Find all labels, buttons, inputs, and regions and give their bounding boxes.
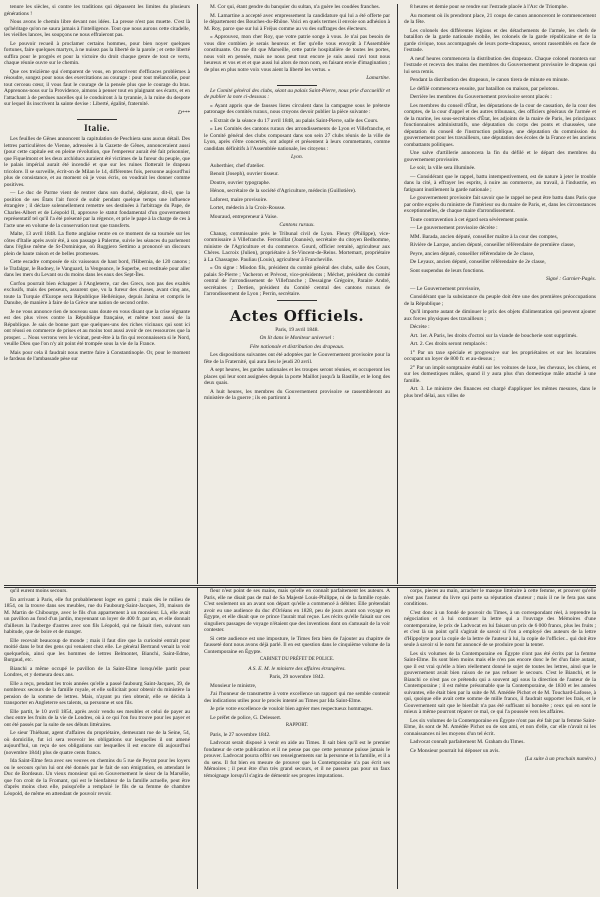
paragraph: Monsieur le ministre, xyxy=(210,682,257,689)
paragraph: Derrière les membres du Gouvernement provisoire seront placés : xyxy=(410,94,552,100)
paragraph: Les six volumes de la Contemporaine en Égypte n'ont pas été écrits par la femme Saint-Elme. Ils sont bien moins mais elle n'en pas encore donc le fer d'un faire autant, que il est vrai qu'elle a bien réellement donné le sujet de toutes les lettres, ainsi que le gouvernement avait bien raison de ne pas refuser le secours. C'est le Bianchi, et le Bianchi ce n'est pas ce prétendu qui a souvent agi sous la direction de l'auteur de la Contemporaine ; il est même présumable que la Contemporaine, de 1830 et les années suivantes, elle était bien par la suite de M. Amédée Pichot et de M. Touchard-Lafosse, à qui, quoique elle avait cette somme de mille francs, il faudrait supporter les frais, et le Gouvernement sait que le bienfait n'a pas été suffisant ni honnête ; ceux qui en sont le mieux à même pourront réparer ce mal, ce qui l'a poussée vers les affaires. xyxy=(404,650,596,715)
paragraph: Le préfet de police, G. Delessert. xyxy=(210,714,282,721)
paragraph: Décrète : xyxy=(410,324,430,330)
paragraph: Elle a reçu, pendant les trois années qu'elle a passé faubourg Saint-Jacques, 39, de nombreux secours de la famille royale, et elle sollicitait pour obtenir du ministère la pension de la somme de lettres. Mais, n'ayant pu rien obtenir, elle se décida à transporter en Angleterre ses talents, sa personne et son fils. xyxy=(4,680,190,706)
cantons-candidates: Chanay, commissaire près le Tribunal civil de Lyon. Fleury (Philippe), vice-commissaire à Villefranche. Ferrouillat (Joannès), secrétaire du citoyen Bedhomme, ministre de l'Agriculture et du commerce. Gourd, officier retraité, agriculteur aux Chères. Lacroix (Julien), propriétaire à St-Vincent-de-Reins. Mortemart, propriétaire à La Chassagne. Pauliau (Louis), agriculteur à Francheville. xyxy=(204,230,390,263)
paragraph: — Le Gouvernement provisoire, xyxy=(410,285,481,292)
paragraph: Le gouvernement provisoire fait savoir que le rappel ne peut être battu dans Paris que par ordre exprès du ministre de l'intérieur ou du maire de Paris, et, dans les circonstances exceptionnelles, de chaque maire d'arrondissement. xyxy=(404,195,596,214)
column-rule xyxy=(197,4,198,584)
actes-article xyxy=(204,352,390,402)
feuilleton-text-1 xyxy=(4,588,190,797)
paragraph: Rivière de Larque, ancien député, conseiller référendaire de première classe, xyxy=(410,242,575,248)
lyon-label: Lyon. xyxy=(291,154,303,160)
paragraph: Sont suspendus de leurs fonctions. xyxy=(410,267,485,274)
paragraph: Pendant la distribution des drapeaux, le canon tirera de minute en minute. xyxy=(410,77,569,83)
column-1 xyxy=(4,4,190,584)
feuilleton-rule xyxy=(4,585,596,586)
paragraph: Art. 1er. A Paris, les droits d'octroi sur la viande de boucherie sont supprimés. xyxy=(410,332,578,339)
cabinet-date: Paris, 29 novembre 1842. xyxy=(269,674,325,680)
paragraph: Les six volumes de la Contemporaine en Égypte n'ont pas été fait par la femme Saint-Elme, ils sont de M. Amédée Pichot ou de son ami, et non d'elle, car elle n'avait ni les connaissances ni les moyens d'un tel écrit. xyxy=(404,717,596,737)
paragraph: — Le duc de Parme vient de rentrer dans son duché, déplorant, dit-il, que la position de ses États l'ait forcé de subir pendant quelque temps une influence étrangère ; il déclare solennellement remettre ses destinées à l'arbitrage du Pape, de Charles-Albert et de Léopold II, approuve le statut fondamental d'un gouvernement représentatif tel qu'il l'a été présenté par la régence, et prie le pape à la charge de ces à l'acte une en volume de la conservation tout que transferts. xyxy=(4,190,190,229)
paragraph: Le défilé commencera ensuite, par bataillon ou maison, par pelotons. xyxy=(410,85,559,92)
paragraph: qu'il eurent moins secours. xyxy=(10,588,68,594)
paragraph: Les colonels des différentes légions et des détachements de l'armée, les chefs de bataillon de la garde nationale mobile, les colonels de la garde républicaine et de la garde civique, tous accompagnés de leurs porte-drapeaux, seront rassemblés en face de l'estrade. xyxy=(404,27,596,53)
paragraph: En arrivant à Paris, elle fut probablement loger en garni ; mais dès le milieu de 1854, on la trouve dans ses meubles, rue du Faubourg-Saint-Jacques, 39, maison de M. Martin de Chibourge, avec le fils d'un appartement à un monsieur. Là, elle avait un pavillon au fond d'un jardin, moyennant un loyer de 400 fr. par an, et elle donnait d'ailleurs la l'auberge d'autres avec son fils Léopold, qui ne faisait rien, suivant son habitude, que de boire et de manger. xyxy=(4,596,190,635)
paragraph: Au moment où ils prendront place, 21 coups de canon annonceront le commencement de la fête. xyxy=(404,12,596,25)
divider xyxy=(77,119,117,120)
paragraph: Lortet, médecin à la Croix-Rousse. xyxy=(210,205,286,211)
paragraph: Benoit (Joseph), ouvrier tisseur. xyxy=(210,171,279,177)
lamartine-article xyxy=(204,4,390,73)
rapport-heading: RAPPORT. xyxy=(285,723,309,728)
paragraph: Mais pour cela il faudrait nous mettre faire à Constantinople. Or, pour le moment le fardeau de l'ambassade pèse sur xyxy=(4,349,190,362)
paragraph: Ida Saint-Elme fera avec ses veuves en chemins du 5 rue de Peyrat pour les loyers ou le secours qu'on lui ont été donnés par le fait de son émigration, en attendant le Duc de Bordeaux. Un vieux monsieur qui en Gouvernement le sieur de la Marsélie, que l'on croit de la Fromant, qui est le bienfaiteur de la famille actuelle, peut être d'après moins chez elle, puisqu'elle a remplacé le fils de sa femme de chambre Léopold, de même en attendant de pouvoir revoir. xyxy=(4,758,190,797)
paragraph: » Extrait de la séance du 17 avril 1848, au palais Saint-Pierre, salle des Cours. xyxy=(210,117,379,124)
cabinet-heading: CABINET DU PRÉFET DE POLICE. xyxy=(259,657,335,662)
feuilleton-rapport xyxy=(204,732,390,780)
paragraph: Corfou pourrait bien échapper à l'Angleterre, car des Grecs, non pas des exaltés exclusifs, mais des penseurs, assurent que, vu la fureur des choses, avant cinq ans, toute la Turquie d'Europe sera République Hellénique, depuis Janina et compris le Danube, de manière à faire de la Grèce une nation de second ordre. xyxy=(4,280,190,306)
column-rule xyxy=(197,588,198,889)
feuilleton-column-1 xyxy=(4,588,190,889)
paragraph: Si cette audience est une imposture, le Times fera bien de l'ajouter au chapitre de fausseté dont nous avons déjà parlé. Il en est question dans le cinquième volume de la Contemporaine en Égypte. xyxy=(204,635,390,655)
paragraph: Art. 3. Le ministre des finances est chargé d'appliquer les mêmes mesures, dans le plus bref délai, aux villes de xyxy=(404,386,596,399)
paragraph: M. Cor qui, étant gendre du banquier du sultan, n'a guère les coudées franches. xyxy=(210,4,380,10)
column-rule xyxy=(397,4,398,584)
paragraph: Cette escadre composée de six vaisseaux de haut bord, l'Hibernia, de 120 canons ; le Trafalgar, le Rodney, le Vanguard, la Vengeance, le Superbe, est restituée pour aller dans les mers du Levant ou du moins dans les eaux des Sept-Îles. xyxy=(4,259,190,278)
paragraph: MM. Barada, ancien député, conseiller maître à la cour des comptes, xyxy=(410,233,558,240)
paragraph: Laforest, maire provisoire. xyxy=(210,196,268,203)
lyon-candidates xyxy=(204,163,390,221)
fete-article xyxy=(404,4,596,274)
paragraph: 1° Par un taxe spéciale et progressive sur les propriétaires et sur les locataires occupant un loyer de 800 fr. et au-dessus ; xyxy=(404,349,596,362)
paragraph: Le pouvoir recueil à proclamer certains hommes, pour bien noyer quelques fortunes, faire quelques martyrs, à ne nuisez pas la liberté de la parole ; et cette liberté suffira pour le progrès et pour la victoire du droit chaque genre de tout ce vertu, chaque réunie ouvre sur le chemin. xyxy=(4,40,190,66)
paragraph: Toute contravention à cet égard sera sévèrement punie. xyxy=(410,216,529,223)
feuilleton-column-3 xyxy=(404,588,596,889)
paragraph: » Les Comités des cantons ruraux des arrondissements de Lyon et Villefranche, et le Comité général des clubs composant dans son sein 27 clubs réunis de la ville de Lyon, après s'être concertés, ont adopté et présentent à leurs commettants, comme candidats définitifs à l'Assemblée nationale, les citoyens : xyxy=(204,126,390,152)
paragraph: Le sieur Thiébaut, agent d'affaires du propriétaire, demeurant rue de la Seine, 54, où domicilie, fut ici sera recevoir les obligations sur lesquelles il ont amené aujourd'hui, un reçu de ses obligations sur lesquelles il est encore dû aujourd'hui (novembre 1844) plus de quatre cents francs. xyxy=(4,730,190,756)
paragraph: C'est donc à un fondé de pouvoir du Times, à un correspondant réel, à reprendre la négociation et à lui continuer la lettre qui a l'ouvrage des Mémoires d'une contemporaine, le prix de Ladvocat en lui faisant un prix de 6 000 francs, plus les fruits ; et c'est là un point qu'il s'agirait de savoir si l'on a employé des auteurs de la lettre d'Hippolyte pour la copie de la lettre de l'auteur à lui, la copie de l'officier... qui doit être seule à savoir si le nom fut annoncé de se produire pour la tenter. xyxy=(404,609,596,648)
actes-date: Paris, 19 avril 1848. xyxy=(275,326,319,333)
paragraph: Les dispositions suivantes ont été adoptées par le Gouvernement provisoire pour la fête de la Fraternité, qui aura lieu le jeudi 20 avril. xyxy=(204,352,390,365)
divider xyxy=(277,300,317,301)
paragraph: Mouraud, entrepreneur à Vaise. xyxy=(210,213,278,220)
intro-signature: D*** xyxy=(178,109,190,116)
paragraph: Ladvocat serait disposé à venir en aide au Times. Il sait bien qu'il est le premier fondateur de cette publication et il ne pense pas que cette personne puisse jamais le prouver. Ladvocat pourra offrir ses renseignements sur la personne et la famille, et il a du sens. Il fut bien en mesure de prouver que la Contemporaine n'a pas écrit ses Mémoires ; il peut être d'un très grand secours, et il ne passera pas pour un faux témoignage lorsqu'il s'agira de démentir ses propres imputations. xyxy=(204,740,390,779)
paragraph: — Le gouvernement provisoire décrète : xyxy=(410,225,498,231)
paragraph: 8 heures et demie pour se rendre sur l'estrade placée à l'Arc de Triomphe. xyxy=(410,4,568,10)
feuilleton-section xyxy=(4,588,596,889)
paragraph: Elle recevait beaucoup de monde ; mais il faut dire que la curiosité entrait pour moitié dans le but des gens qui venaient chez elle. Le général Bertrand venait la voir quelquefois, ainsi que les hommes de lettres Belmontet, Bianchi, Saint-Edme, Burgaud, etc. xyxy=(4,637,190,663)
paragraph: Que ces treizième qui s'emparent de vous, en proscrivent d'efficaces problèmes à résoudre, songez pour nous des exercitations au courage : pour tout mélancolie, pour tout cerceau cœur, il vous faut le courage de la pensée plus que le courage du bras. Apprenons-nous sur la Providence, aimons à penser tout en plaignant ses écarts, et en l'attachant à de perdues nacelles qui le conduiront à la tyrannie, à la ruine du despote sur lequel ils inscrivent la sainte devise : Liberté, égalité, fraternité. xyxy=(4,68,190,107)
paragraph: Une salve d'artillerie annoncera la fin du défilé et le départ des membres du gouvernement provisoire. xyxy=(404,150,596,163)
paragraph: « Approuvez, mon cher Roy, que votre patrie songe à vous. Je n'ai pas besoin de vous dire combien je serais heureux et fier qu'elle vous envoyât à l'Assemblée constituante. Ou me dit que Marseille, cette patrie hospitalière de toutes les portes, nous voit en pensée, mais ne nous peut tout encore je suis aussi ravi tout nous heureux et vos et et et que aussi lui alors de mon nom, en faisant envie d'imagination ; de plus en plus notre voix vous aient la liberté les vertus. » xyxy=(204,34,390,73)
newspaper-page xyxy=(4,4,596,889)
paragraph: Qu'il importe autant de diminuer le prix des objets d'alimentation qui peuvent ajouter aux forces physiques des travailleurs ; xyxy=(404,309,596,322)
paragraph: Malte, 13 avril 1848. La flotte anglaise rentre en ce moment de sa tournée sur les côtes d'Italie après avoir été, à son passage à Palerme, suivie les séances du parlement dans l'église même de St-Dominique, où Ruggiero Settimo a prononcé un discours plein de haute raison et de belles promesses. xyxy=(4,231,190,257)
comite-intro: Le Comité général des clubs, séant au palais Saint-Pierre, nous prie d'accueillir et de publier la note ci-dessous : xyxy=(204,87,390,100)
actes-officiels-heading: Actes Officiels. xyxy=(229,306,365,325)
paragraph: corps, pieces au main, arracher le masque littéraire à cette femme, et prouver qu'elle n'est pas l'auteur du livre qui porte sa réputation d'auteur ; mais il ne le fera pas sans conditions. xyxy=(404,588,596,607)
italie-heading: Italie. xyxy=(84,123,110,133)
lamartine-signature: Lamartine. xyxy=(366,75,390,81)
feuilleton-column-2 xyxy=(204,588,390,889)
paragraph: Le soir, la ville sera illuminée. xyxy=(410,165,476,171)
paragraph: A neuf heures commencera la distribution des drapeaux. Chaque colonel montera sur l'estrade et recevra des mains des membres du Gouvernement provisoire le drapeau qui lui sera remis. xyxy=(404,55,596,75)
cantons-note: » On signe : Miodon fils, président du comité général des clubs, salle des Cours, palais St-Pierre ; Vacheron et Prévost, vice-présidents ; Méchet, président du comité central de l'arrondissement de Villefranche ; Dessaigne Grégoire, Paraire André, secrétaires ; Dertien, président du Comité central des cantons ruraux de l'arrondissement de Lyon ; Perrin, secrétaire. xyxy=(204,265,390,297)
paragraph: Considérant que la subsistance du peuple doit être une des premières préoccupations de la République ; xyxy=(404,294,596,307)
paragraph: Auberthier, chef d'atelier. xyxy=(210,162,265,169)
paragraph: De Leyaux, ancien député, conseiller référendaire de 2e classe, xyxy=(410,259,546,265)
paragraph: Je prie votre excellence de vouloir bien agréer mes respectueux hommages. xyxy=(210,706,373,712)
continued-note: (La suite à un prochain numéro.) xyxy=(524,756,596,762)
paragraph: Art. 2. Ces droits seront remplacés : xyxy=(410,341,488,347)
paragraph: Bianchi a même occupé le pavillon de la Saint-Elme lorsqu'elle partit pour Londres, et y demeura deux ans. xyxy=(4,665,190,678)
upper-section xyxy=(4,4,596,584)
actes-note: Fête nationale et distribution des drapeaux. xyxy=(249,343,345,350)
paragraph: Paris, le 27 novembre 1842. xyxy=(210,731,271,738)
paragraph: A huit heures, les membres du Gouvernement provisoire se rassembleront au ministère de la guerre ; ils en partiront à xyxy=(204,388,390,401)
paragraph: M. Lamartine a accepté avec empressement la candidature qui lui a été offerte par le département des Bouches-du-Rhône. Voici en quels termes il envoie son adhésion à M. Roy, parce que sur lui à Fréjus comme au vu des suffrages des électeurs. xyxy=(204,12,390,32)
italie-article xyxy=(4,136,190,363)
paragraph: Hénon, secrétaire de la société d'Agriculture, médecin (Guillotière). xyxy=(210,188,357,194)
paragraph: A sept heures, les gardes nationales et les troupes seront réunies, et occuperont les places qui leur sont assignées depuis la porte Maillot jusqu'à la Bastille, et le long des deux quais. xyxy=(204,367,390,386)
garnier-pages-signature: Signé : Garnier-Pagès. xyxy=(545,276,596,282)
paragraph: Doutre, ouvrier typographe. xyxy=(210,179,271,186)
paragraph: « Ayant appris que de fausses listes circulent dans la campagne sous le prétexte patronage des comités ruraux, nous croyons devoir publier la pièce suivante : xyxy=(204,102,390,115)
paragraph: Je ne vous annonce rien de nouveau sans doute en vous disant que la crise régnante est des plus vives contre la République française, et même tout aussi de la République. Je sais de bonne part que quelques-uns des riches vicinaux qui sont ici ont réussi en commerce de prises et au moins tout aussi avoir de ces ressources que la prosper. ... Nous verrons vers le vicinat, peut-être à la fin qui reconnaissera si le Nord, veuille Dieu que l'on n'y ait point été trompée sous la vie de la France. xyxy=(4,308,190,347)
column-2 xyxy=(204,4,390,584)
cantons-label: Cantons ruraux. xyxy=(279,222,315,228)
divider xyxy=(277,85,317,86)
actes-subtitle: On lit dans le Moniteur universel : xyxy=(259,335,335,341)
paragraph: Les feuilles de Gênes annoncent la capitulation de Peschiera sans aucun détail. Des lettres particulières de Vienne, adressées à la Gazette de Gênes, annonceraient aussi (pour cette capitale est en pleine révolution, que l'empereur aurait été fait prisonnier, que Fiquelmont et les deux archiducs auraient été victimes de la fureur du peuple, que le palais impérial aurait été incendié et que sur les ruines flotterait le drapeau tricolore. Il se surveille, écrit-on de Milan le 14, différentes fois, personne aujourd'hui plus de consistance, et au moment où je vous écris, on voudrait les donner comme positives. xyxy=(4,136,190,188)
paragraph: Ce Monsieur pourrait lui déposer un avis. xyxy=(410,747,500,754)
cabinet-recipient: A S. E. M. le ministre des affaires étrangères. xyxy=(248,665,346,672)
paragraph: tenure les siècles, si contre les traditions qui dépassent les limites du plusieurs générations ! xyxy=(4,4,190,17)
feuilleton-text-3 xyxy=(404,588,596,754)
paragraph: Ladvocat connaît parfaitement M. Graham du Times. xyxy=(410,739,525,745)
paragraph: — Considérant que le rappel, battu intempestivement, est de nature à jeter le trouble dans la cité, à effrayer les esprits, à nuire au commerce, au travail, à l'industrie, en fatiguant inutilement la garde nationale ; xyxy=(404,173,596,193)
intro-article xyxy=(4,4,190,108)
decret-article xyxy=(404,286,596,400)
column-3 xyxy=(404,4,596,584)
paragraph: Peyre, ancien député, conseiller référendaire de 2e classe, xyxy=(410,250,535,257)
paragraph: Les membres du conseil d'État, les députations de la cour de cassation, de la cour des comptes, de la cour d'appel et des autres tribunaux, des officiers généraux de l'armée et de la marine, les sous-secrétaires d'État, les adjoints de la maire de Paris, les principaux fonctionnaires administratifs, une députation du corps des ponts et chaussées, une députation du conseil de l'instruction publique, une députation du commission du gouvernement pour les travailleurs, une députation des écoles de la France et les anciens combattants politiques. xyxy=(404,102,596,148)
feuilleton-text-2 xyxy=(204,588,390,655)
feuilleton-letter xyxy=(204,683,390,722)
paragraph: 2° Par un impôt somptuaire établi sur les voitures de luxe, les chevaux, les chiens, et sur les domestiques mâles, quand il y aura plus d'un domestique mâle attaché à une famille. xyxy=(404,364,596,384)
column-rule xyxy=(397,588,398,889)
paragraph: fleur n'est point de ses mains, mais qu'elle en connaît parfaitement les auteurs. A Paris, elle ne disait pas de mal de Sa Majesté Louis-Philippe, ni de la famille royale. C'est seulement un an avant son départ qu'elle a commencé à débiter. Elle prétendait avoir eu une audience du duc d'Orléans en 1828, peu de jours avant son voyage en Égypte, et elle disait que ce prince l'aurait mal reçue. Les récits qu'elle faisait sur ces singuliers passages de voyage n'étaient que des inventions dont on s'amusait de la voir contester. xyxy=(204,588,390,633)
comite-article xyxy=(204,103,390,153)
paragraph: Nous avons le chemin libre devant nos idées. La presse n'est pas muette. C'est là qu'héritage qu'on ne saura jamais à l'intelligence. Tout que nous aurons cette citadelle, les vieilles lances, les soupçons ne nous effraieront pas. xyxy=(4,19,190,38)
paragraph: Elle partit, le 10 avril 1854, après avoir vendu ses meubles et celui de payer au chez entre les fruits de la vie de Londres, où à ce qui l'on fou trouve pour les payer et ont été passés par la suite de ses débuts littéraires. xyxy=(4,708,190,728)
paragraph: J'ai l'honneur de transmettre à votre excellence un rapport qui me semble contenir des indications utiles pour le procès intenté au Times par Ida Saint-Elme. xyxy=(204,691,390,704)
